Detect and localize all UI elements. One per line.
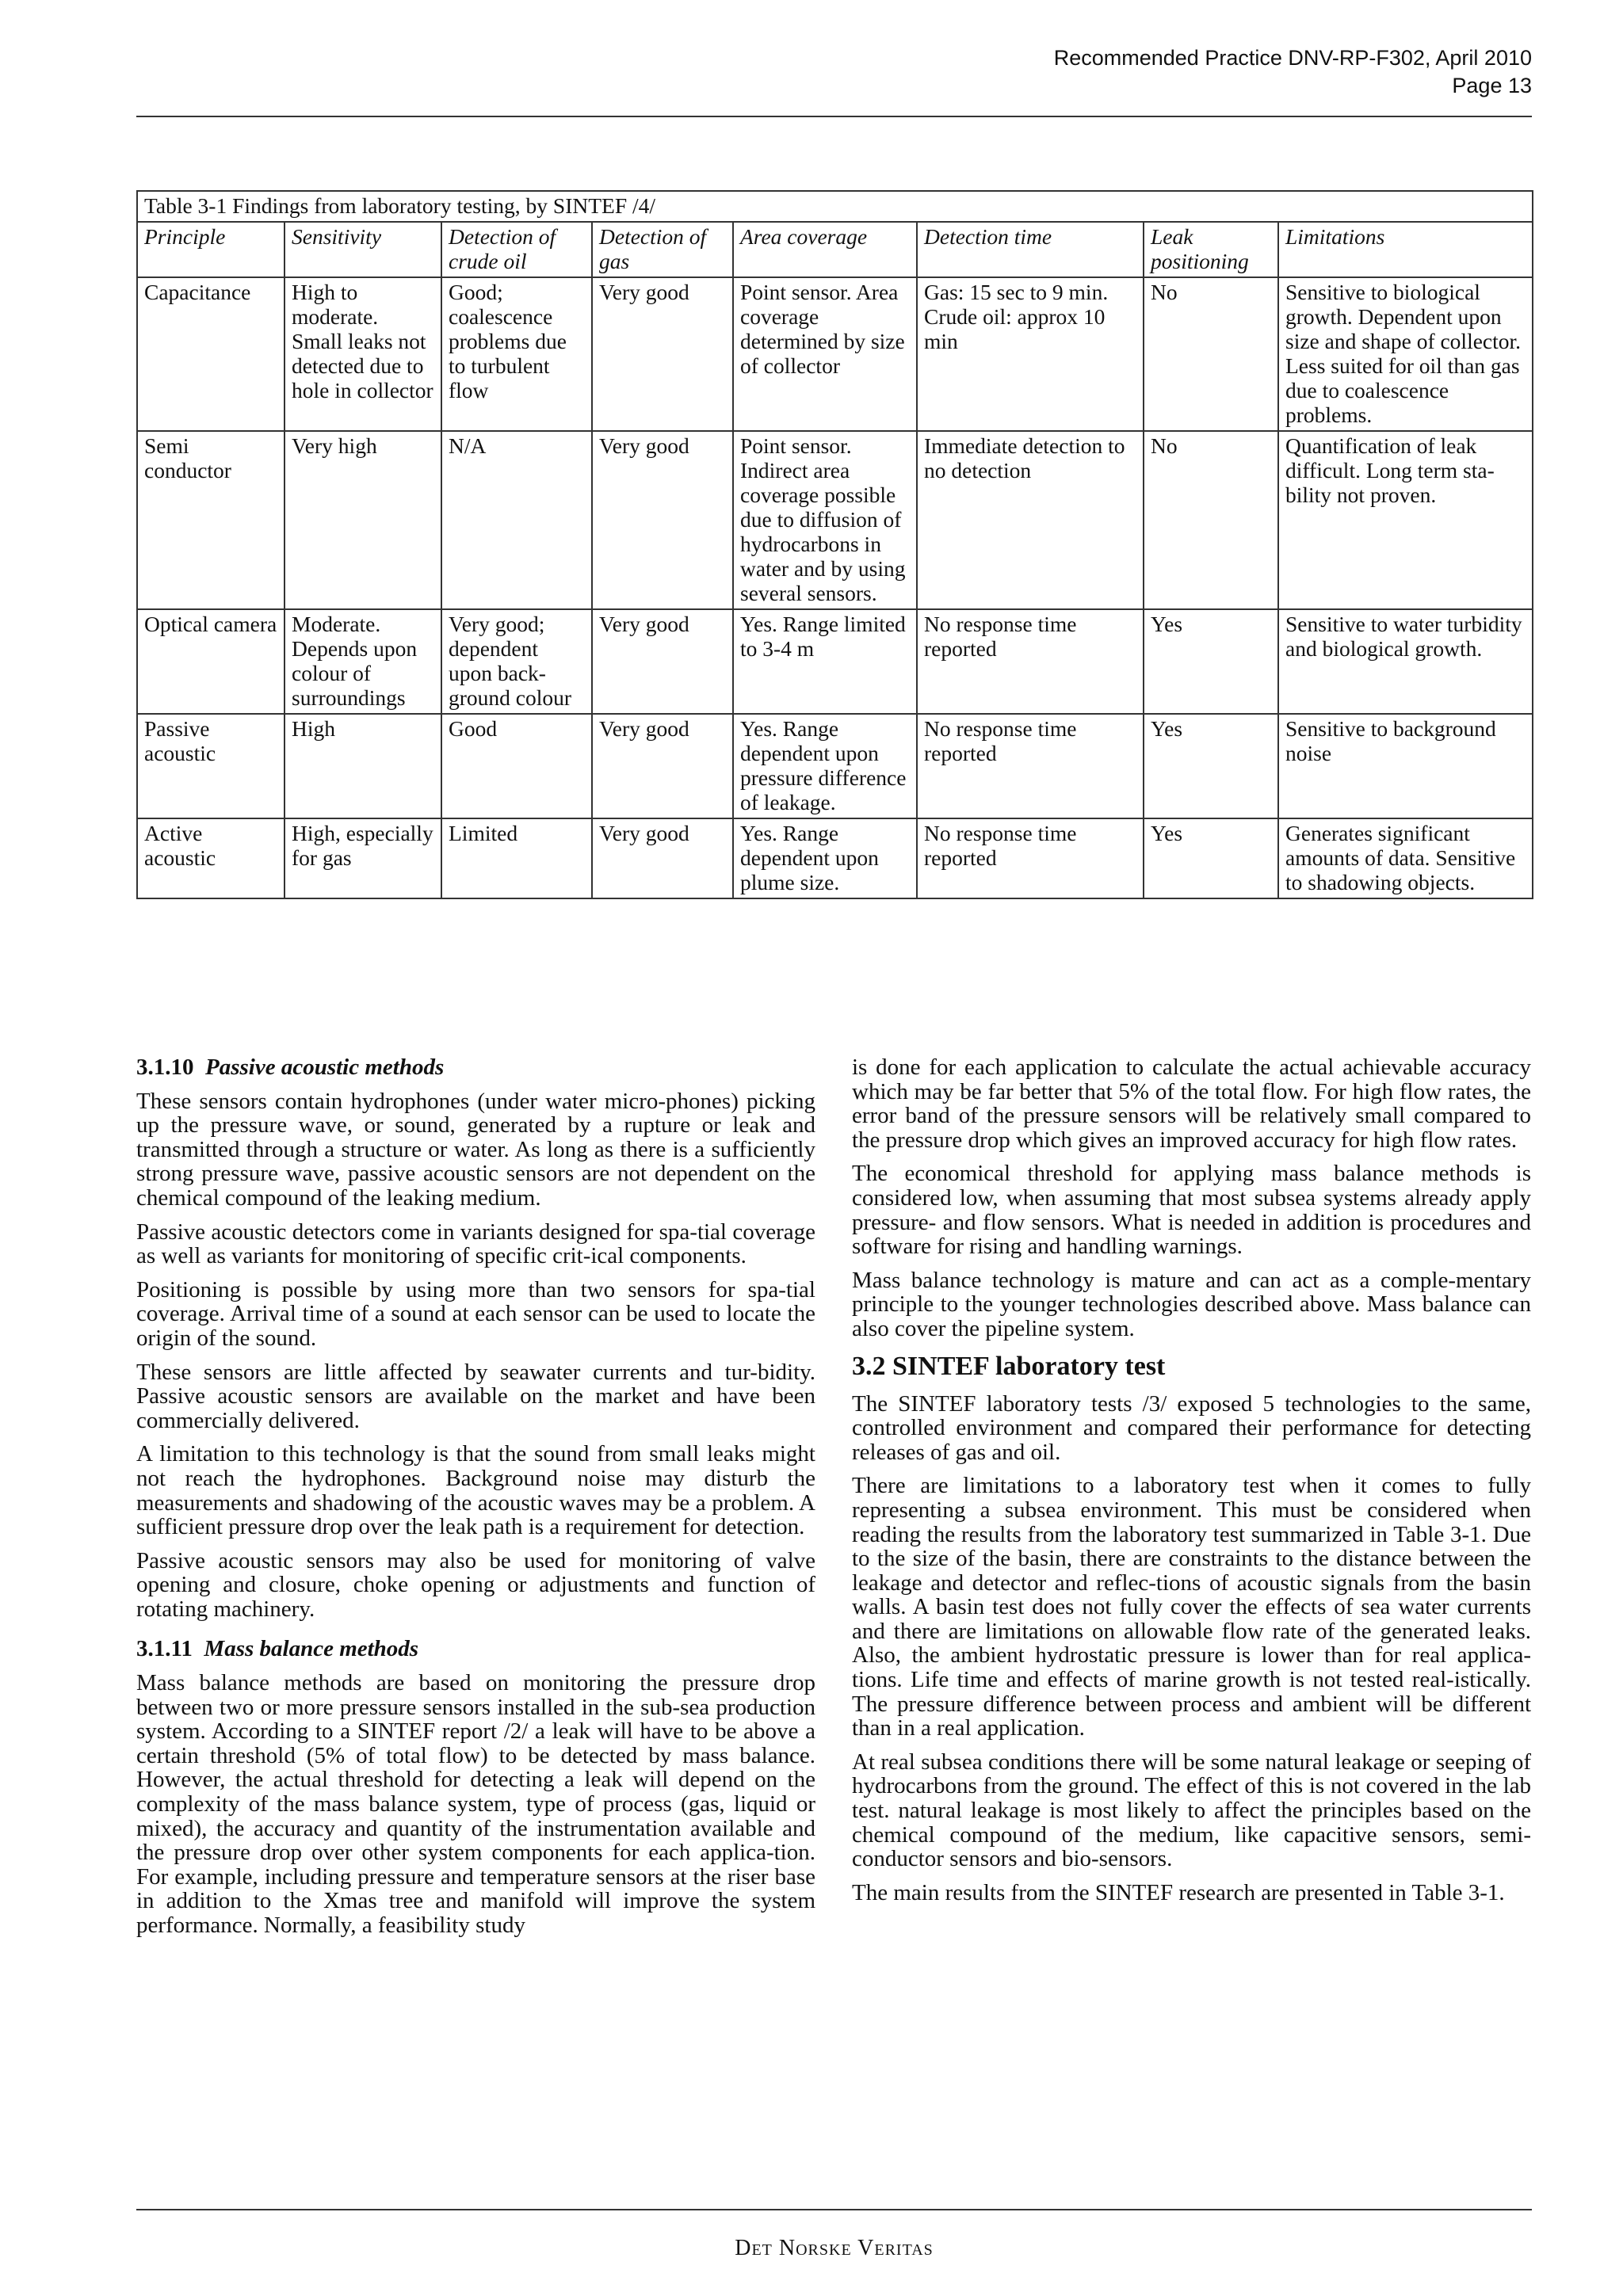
paragraph: Mass balance methods are based on monitoring the pressure drop between two or more pressure sensors installed in the sub-sea production system. According to a SINTEF report /2/ a leak will have to be above a certain threshold (5% of total flow) to be detected by mass balance. However, the actual threshold for detecting a leak will depend on the complexity of the mass balance system, type of process (gas, liquid or mixed), the accuracy and quantity of the instrumentation available and the pressure drop over other system components for each applica-tion. For example, including pressure and temperature sensors at the riser base in addition to the Xmas tree and manifold will improve the system performance. Normally, a feasibility study: [136, 1670, 815, 1938]
table-cell: Good; coalescence problems due to turbulent flow: [441, 277, 592, 431]
table-cell: Semi conductor: [137, 431, 285, 609]
column-header: Principle: [137, 222, 285, 277]
column-header: Sensitivity: [285, 222, 441, 277]
table-row: [137, 714, 1533, 818]
table-cell: Active acoustic: [137, 818, 285, 898]
findings-table: [136, 190, 1533, 899]
table-cell: Quantification of leak difficult. Long term sta-bility not proven.: [1278, 431, 1533, 609]
table-cell: Good: [441, 714, 592, 818]
table-cell: Sensitive to water turbidity and biological growth.: [1278, 609, 1533, 714]
table-cell: Moderate. Depends upon colour of surroundings: [285, 609, 441, 714]
section-number: 3.1.11: [136, 1636, 193, 1662]
page-header: [136, 44, 1532, 100]
table-cell: Point sensor. Area coverage determined by size of collector: [733, 277, 917, 431]
table-cell: Yes. Range dependent upon plume size.: [733, 818, 917, 898]
paragraph: These sensors are little affected by seawater currents and tur-bidity. Passive acoustic sensors are available on the market and have been commercially delivered.: [136, 1359, 815, 1433]
column-header: Area coverage: [733, 222, 917, 277]
paragraph: At real subsea conditions there will be some natural leakage or seeping of hydrocarbons from the ground. The effect of this is not covered in the lab test. natural leakage is most likely to affect the principles based on the chemical compound of the medium, like capacitive sensors, semi-conductor sensors and bio-sensors.: [852, 1749, 1531, 1872]
section-heading-3-2: 3.2 SINTEF laboratory test: [852, 1351, 1166, 1381]
left-column: [136, 1055, 815, 1947]
paragraph: Passive acoustic sensors may also be used for monitoring of valve opening and closure, choke opening or adjustments and function of rotating machinery.: [136, 1547, 815, 1622]
table-cell: Generates significant amounts of data. Sensitive to shadowing objects.: [1278, 818, 1533, 898]
section-heading-3-1-10: [136, 1055, 815, 1080]
table-cell: Yes. Range dependent upon pressure difference of leakage.: [733, 714, 917, 818]
table-cell: No: [1144, 431, 1278, 609]
table-cell: Gas: 15 sec to 9 min. Crude oil: approx 10 min: [917, 277, 1144, 431]
footer-rule: [136, 2209, 1532, 2210]
section-title: Passive acoustic methods: [205, 1055, 445, 1080]
column-header: Detection of crude oil: [441, 222, 592, 277]
section-number: 3.1.10: [136, 1055, 194, 1080]
right-column: [852, 1055, 1531, 1914]
table-header-row: [137, 222, 1533, 277]
table-row: [137, 277, 1533, 431]
table-cell: Optical camera: [137, 609, 285, 714]
paragraph: Mass balance technology is mature and can act as a comple-mentary principle to the younger technologies described above. Mass balance can also cover the pipeline system.: [852, 1267, 1531, 1341]
document-title: Recommended Practice DNV-RP-F302, April 2010: [1053, 46, 1532, 70]
table-cell: High: [285, 714, 441, 818]
table-cell: Yes: [1144, 818, 1278, 898]
page-footer: Det Norske Veritas: [735, 2236, 934, 2260]
table-cell: Very good; dependent upon back-ground colour: [441, 609, 592, 714]
table-row: [137, 609, 1533, 714]
table-cell: High to moderate. Small leaks not detected due to hole in collector: [285, 277, 441, 431]
column-header: Limitations: [1278, 222, 1533, 277]
table-cell: Sensitive to biological growth. Dependent upon size and shape of collector. Less suited for oil than gas due to coalescence problems.: [1278, 277, 1533, 431]
table-cell: Very good: [592, 277, 733, 431]
table-cell: Very high: [285, 431, 441, 609]
table-cell: Passive acoustic: [137, 714, 285, 818]
table-cell: No response time reported: [917, 818, 1144, 898]
table-cell: Yes. Range limited to 3-4 m: [733, 609, 917, 714]
table-cell: Very good: [592, 609, 733, 714]
column-header: Leak positioning: [1144, 222, 1278, 277]
paragraph: The SINTEF laboratory tests /3/ exposed 5 technologies to the same, controlled environment and compared their performance for detecting releases of gas and oil.: [852, 1390, 1531, 1465]
section-heading-3-1-11: [136, 1637, 815, 1661]
table-cell: Sensitive to background noise: [1278, 714, 1533, 818]
table-cell: Very good: [592, 818, 733, 898]
table-cell: Limited: [441, 818, 592, 898]
paragraph: The main results from the SINTEF research are presented in Table 3-1.: [852, 1879, 1505, 1905]
column-header: Detection time: [917, 222, 1144, 277]
table-cell: Point sensor. Indirect area coverage possible due to diffusion of hydrocarbons in water and by using several sensors.: [733, 431, 917, 609]
paragraph: A limitation to this technology is that the sound from small leaks might not reach the hydrophones. Background noise may disturb the measurements and shadowing of the acoustic waves may be a problem. A sufficient pressure drop over the leak path is a requirement for detection.: [136, 1441, 815, 1540]
table-cell: Capacitance: [137, 277, 285, 431]
column-header: Detection of gas: [592, 222, 733, 277]
table-cell: Yes: [1144, 714, 1278, 818]
table-cell: Yes: [1144, 609, 1278, 714]
table-caption: Table 3-1 Findings from laboratory testing, by SINTEF /4/: [137, 191, 1533, 222]
table-cell: High, especially for gas: [285, 818, 441, 898]
table-cell: Very good: [592, 431, 733, 609]
header-rule: [136, 116, 1532, 117]
paragraph: Passive acoustic detectors come in variants designed for spa-tial coverage as well as variants for monitoring of specific crit-ical components.: [136, 1219, 815, 1269]
table-cell: N/A: [441, 431, 592, 609]
table-cell: No response time reported: [917, 609, 1144, 714]
section-title: Mass balance methods: [204, 1636, 419, 1662]
table-cell: No: [1144, 277, 1278, 431]
table-row: [137, 431, 1533, 609]
table-row: [137, 818, 1533, 898]
paragraph: The economical threshold for applying mass balance methods is considered low, when assuming that most subsea systems already apply pressure- and flow sensors. What is needed in addition is procedures and software for rising and handling warnings.: [852, 1161, 1531, 1260]
paragraph: There are limitations to a laboratory test when it comes to fully representing a subsea environment. This must be considered when reading the results from the laboratory test summarized in Table 3-1. Due to the size of the basin, there are constraints to the distance between the leakage and detector and reflec-tions of acoustic signals from the basin walls. A basin test does not fully cover the effects of sea water currents and there are limitations on allowable flow rate of the generated leaks. Also, the ambient hydrostatic pressure is lower than for real applica-tions. Life time and effects of marine growth is not tested real-istically. The pressure difference between process and ambient will be different than in a real application.: [852, 1473, 1531, 1741]
table-cell: No response time reported: [917, 714, 1144, 818]
table-cell: Immediate detection to no detection: [917, 431, 1144, 609]
paragraph: is done for each application to calculate the actual achievable accuracy which may be far better that 5% of the total flow. For high flow rates, the error band of the pressure sensors will be relatively small compared to the pressure drop which gives an improved accuracy for high flow rates.: [852, 1055, 1531, 1153]
paragraph: These sensors contain hydrophones (under water micro-phones) picking up the pressure wave, or sound, generated by a rupture or leak and transmitted through a structure or water. As long as there is a sufficiently strong pressure wave, passive acoustic sensors are not dependent on the chemical compound of the leaking medium.: [136, 1088, 815, 1211]
table-cell: Very good: [592, 714, 733, 818]
paragraph: Positioning is possible by using more than two sensors for spa-tial coverage. Arrival time of a sound at each sensor can be used to locate the origin of the sound.: [136, 1276, 815, 1351]
page-number: Page 13: [1452, 74, 1532, 97]
